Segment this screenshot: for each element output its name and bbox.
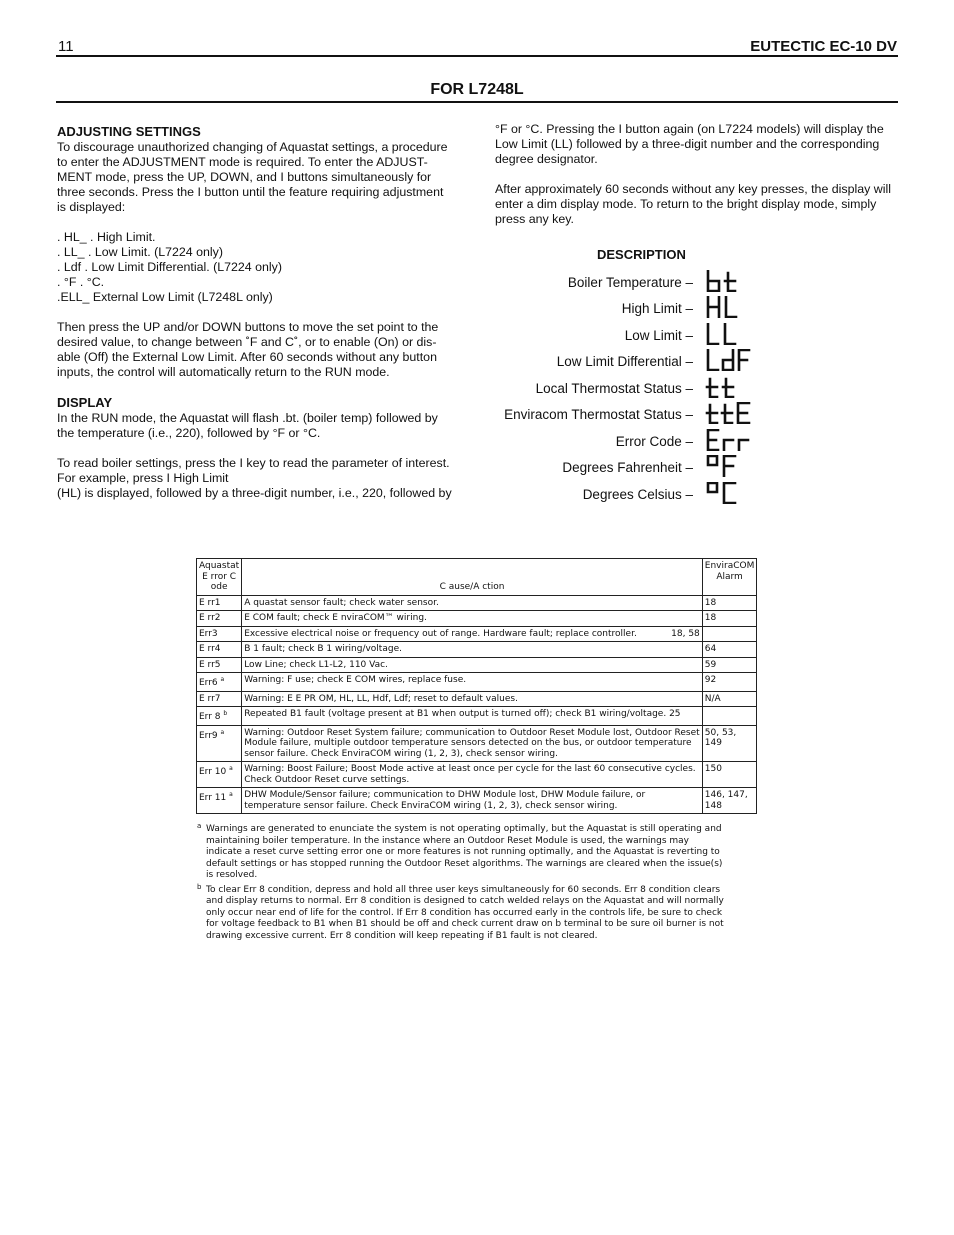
- display-code-hl-icon: [705, 296, 745, 318]
- alarm-cell: 59: [702, 657, 757, 673]
- header-rule: [56, 55, 898, 57]
- cause-cell: Low Line; check L1-L2, 110 Vac.: [242, 657, 703, 673]
- description-label: High Limit –: [621, 301, 693, 316]
- alarm-cell: 146, 147, 148: [702, 788, 757, 814]
- alarm-cell: [702, 626, 757, 642]
- error-code-cell: E rr2: [197, 611, 242, 627]
- description-label: Local Thermostat Status –: [535, 381, 693, 396]
- display-code-tt-icon: [705, 376, 745, 398]
- display-code-bt-icon: [705, 270, 745, 292]
- description-label: Boiler Temperature –: [567, 275, 693, 290]
- description-label: Low Limit Differential –: [556, 354, 693, 369]
- header-code-line1: Aquastat: [199, 561, 240, 571]
- list-item: . °F . °C.: [57, 275, 105, 289]
- footnotes: [197, 824, 727, 945]
- alarm-cell: 18: [702, 611, 757, 627]
- table-row: [197, 673, 757, 692]
- description-label: Enviracom Thermostat Status –: [504, 407, 693, 422]
- description-label: Degrees Celsius –: [582, 487, 693, 502]
- footnote-mark: a: [197, 822, 202, 830]
- description-label: Degrees Fahrenheit –: [562, 460, 693, 475]
- dim-display-paragraph: After approximately 60 seconds without any key presses, the display will enter a dim display mode. To return to the bright display mode, simply press any key.: [495, 182, 892, 226]
- list-item: . Ldf . Low Limit Differential. (L7224 only): [57, 260, 282, 274]
- display-heading: DISPLAY: [57, 395, 113, 410]
- table-row: [197, 725, 757, 762]
- read-paragraph: To read boiler settings, press the I key to read the parameter of interest. For example, press I High Limit (HL) is displayed, followed by a three-digit number, i.e., 220, followed by: [57, 456, 452, 500]
- error-code-cell: E rr7: [197, 691, 242, 707]
- right-column: [495, 122, 900, 227]
- display-code-err-icon: [705, 429, 751, 451]
- error-code-cell: Err 8 $^b$: [197, 707, 242, 726]
- cause-cell: DHW Module/Sensor failure; communication to DHW Module lost, DHW Module failure, or temperature sensor failure. Check EnviraCOM wiring (1, 2, 3), check sensor wiring.: [242, 788, 703, 814]
- alarm-cell: 64: [702, 642, 757, 658]
- description-heading: DESCRIPTION: [597, 247, 686, 262]
- alarm-cell: 150: [702, 762, 757, 788]
- error-code-cell: E rr5: [197, 657, 242, 673]
- header-enviracom-alarm: [702, 559, 757, 596]
- display-code-ll-icon: [705, 323, 745, 345]
- error-code-table: [196, 558, 757, 814]
- table-row: [197, 657, 757, 673]
- section-rule: [56, 101, 898, 103]
- error-code-cell: Err 11 $^a$: [197, 788, 242, 814]
- table-row: [197, 707, 757, 726]
- document-title: EUTECTIC EC-10 DV: [750, 38, 897, 55]
- alarm-cell: N/A: [702, 691, 757, 707]
- cause-cell: Warning: Boost Failure; Boost Mode active at least once per cycle for the last 60 consecutive cycles. Check Outdoor Reset curve settings.: [242, 762, 703, 788]
- then-paragraph: Then press the UP and/or DOWN buttons to move the set point to the desired value, to change between ˚F and C˚, or to enable (On) or dis- able (Off) the External Low Limit. After 60 seconds without any button inputs, the control will automatically return to the RUN mode.: [57, 320, 439, 379]
- table-header-row: [197, 559, 757, 596]
- alarm-cell: 92: [702, 673, 757, 692]
- description-label: Low Limit –: [624, 328, 693, 343]
- error-code-cell: E rr1: [197, 595, 242, 611]
- alarm-cell: 18: [702, 595, 757, 611]
- display-code-degf-icon: [705, 455, 745, 477]
- alarm-cell: [702, 707, 757, 726]
- footnote-text: Warnings are generated to enunciate the system is not operating optimally, but the Aquastat is still operating and maintaining boiler temperature. In the instance where an Outdoor Reset Module is used, the warnings may indicate a reset curve setting error one or more features is not running optimally, and the Aquastat is reverting to default settings or has stopped running the Outdoor Reset algorithms. The warnings are cleared when the issue(s) is resolved.: [206, 824, 723, 880]
- cause-cell: Warning: Outdoor Reset System failure; communication to Outdoor Reset Module lost, Outdoor Reset Module failure, multiple outdoor temperature sensors detected on the bus, or outdoor temperature sensor failure. Check EnviraCOM wiring (1, 2, 3), check sensor wiring.: [242, 725, 703, 762]
- adjusting-paragraph: To discourage unauthorized changing of Aquastat settings, a procedure to enter the ADJUSTMENT mode is required. To enter the ADJUST- MENT mode, press the UP, DOWN, and I buttons simultaneously for three seconds. Press the I button until the feature requiring adjustment is displayed:: [57, 140, 448, 214]
- cause-cell: A quastat sensor fault; check water sensor.: [242, 595, 703, 611]
- section-title: FOR L7248L: [430, 81, 524, 98]
- table-row: [197, 595, 757, 611]
- display-paragraph: In the RUN mode, the Aquastat will flash .bt. (boiler temp) followed by the temperature (i.e., 220), followed by °F or °C.: [57, 411, 438, 440]
- error-code-cell: Err9 $^a$: [197, 725, 242, 762]
- continued-paragraph: °F or °C. Pressing the I button again (on L7224 models) will display the Low Limit (LL) followed by a three-digit number and the corresponding degree designator.: [495, 122, 884, 166]
- cause-cell: Warning: F use; check E COM wires, replace fuse.: [242, 673, 703, 692]
- cause-cell: Warning: E E PR OM, HL, LL, Hdf, Ldf; reset to default values.: [242, 691, 703, 707]
- header-code-line2: E rror C ode: [202, 571, 237, 592]
- footnote-mark: b: [197, 882, 202, 891]
- error-code-cell: E rr4: [197, 642, 242, 658]
- list-item: . HL_ . High Limit.: [57, 230, 156, 244]
- page-number: 11: [58, 38, 74, 55]
- description-label: Error Code –: [615, 434, 693, 449]
- error-code-cell: Err3: [197, 626, 242, 642]
- cause-cell: Repeated B1 fault (voltage present at B1 when output is turned off); check B1 wiring/voltage. 25: [242, 707, 703, 726]
- adjusting-settings-heading: ADJUSTING SETTINGS: [57, 124, 201, 139]
- header-alarm-line2: Alarm: [716, 571, 743, 582]
- table-row: [197, 611, 757, 627]
- footnote-b: [197, 882, 727, 943]
- footnote-a: [197, 824, 727, 882]
- error-code-cell: Err6 $^a$: [197, 673, 242, 692]
- cause-cell: Excessive electrical noise or frequency out of range. Hardware fault; replace controller. 18, 58: [242, 626, 703, 642]
- header-error-code: [197, 559, 242, 596]
- header-cause-action: C ause/A ction: [242, 559, 703, 596]
- table-row: [197, 691, 757, 707]
- left-column: [57, 124, 462, 501]
- list-item: . LL_ . Low Limit. (L7224 only): [57, 245, 223, 259]
- header-alarm-line1: EnviraCOM: [704, 561, 755, 571]
- table-row: [197, 626, 757, 642]
- table-row: [197, 642, 757, 658]
- cause-cell: E COM fault; check E nviraCOM™ wiring.: [242, 611, 703, 627]
- list-item: .ELL_ External Low Limit (L7248L only): [57, 290, 273, 304]
- footnote-text: To clear Err 8 condition, depress and hold all three user keys simultaneously for 60 seconds. Err 8 condition clears and display returns to normal. Err 8 condition is designed to catch welded relays on the Aquastat and will normally only occur near end of life for the control. If Err 8 condition has occurred early in the controls life, be sure to check for voltage feedback to B1 when B1 should be off and check current draw on b terminal to be sure oil burner is not drawing excessive current. Err 8 condition will keep repeating if B1 fault is not cleared.: [206, 884, 724, 941]
- error-code-cell: Err 10 $^a$: [197, 762, 242, 788]
- alarm-cell: 50, 53, 149: [702, 725, 757, 762]
- cause-cell: B 1 fault; check B 1 wiring/voltage.: [242, 642, 703, 658]
- display-code-ldf-icon: [705, 349, 751, 371]
- display-code-tte-icon: [705, 402, 751, 424]
- table-row: [197, 762, 757, 788]
- table-row: [197, 788, 757, 814]
- display-code-degc-icon: [705, 482, 745, 504]
